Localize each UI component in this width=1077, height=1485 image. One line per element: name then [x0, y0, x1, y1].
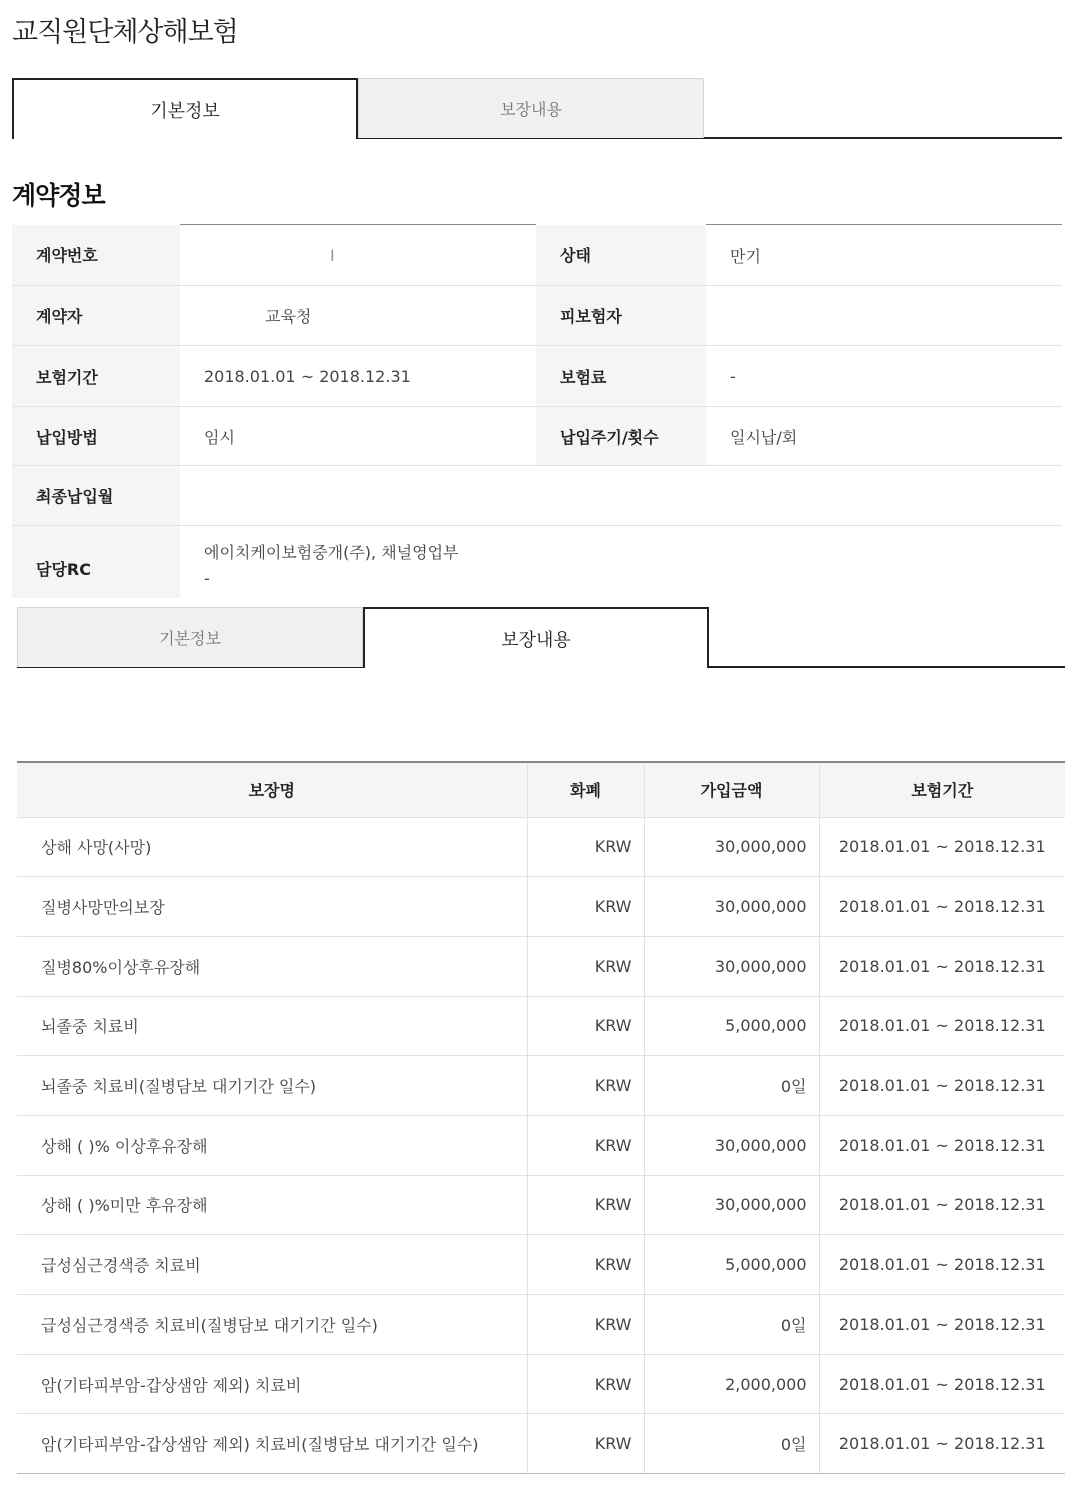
tab-bar-bottom [17, 607, 1065, 668]
value-contract-number: I [180, 225, 536, 286]
coverage-period: 2018.01.01 ~ 2018.12.31 [819, 996, 1065, 1056]
coverage-period: 2018.01.01 ~ 2018.12.31 [819, 1235, 1065, 1295]
coverage-amount: 0일 [644, 1414, 819, 1474]
coverage-row [17, 1056, 1065, 1116]
coverage-currency: KRW [527, 1354, 644, 1414]
coverage-name: 급성심근경색증 치료비 [17, 1235, 527, 1295]
contract-row [12, 526, 1062, 598]
coverage-row [17, 936, 1065, 996]
coverage-table [17, 761, 1065, 1474]
coverage-row [17, 1354, 1065, 1414]
value-final-payment-month [180, 466, 1062, 526]
coverage-amount: 30,000,000 [644, 1175, 819, 1235]
tab-basic-info[interactable]: 기본정보 [12, 78, 358, 139]
coverage-row [17, 1414, 1065, 1474]
label-insurance-period: 보험기간 [12, 346, 180, 407]
label-final-payment-month: 최종납입월 [12, 466, 180, 526]
coverage-name: 질병사망만의보장 [17, 877, 527, 937]
rc-extra: - [204, 569, 210, 588]
label-rc: 담당RC [12, 526, 180, 598]
value-insured [706, 286, 1062, 346]
coverage-name: 상해 ( )% 이상후유장해 [17, 1115, 527, 1175]
contract-row [12, 407, 1062, 466]
label-premium: 보험료 [536, 346, 706, 407]
coverage-name: 뇌졸중 치료비 [17, 996, 527, 1056]
coverage-row [17, 1235, 1065, 1295]
coverage-row [17, 877, 1065, 937]
coverage-row [17, 1115, 1065, 1175]
coverage-period: 2018.01.01 ~ 2018.12.31 [819, 1354, 1065, 1414]
coverage-row [17, 1175, 1065, 1235]
contract-row [12, 225, 1062, 286]
col-header-period: 보험기간 [819, 762, 1065, 817]
coverage-amount: 30,000,000 [644, 877, 819, 937]
coverage-currency: KRW [527, 817, 644, 877]
label-status: 상태 [536, 225, 706, 286]
coverage-period: 2018.01.01 ~ 2018.12.31 [819, 1115, 1065, 1175]
contract-row [12, 466, 1062, 526]
coverage-name: 상해 ( )%미만 후유장해 [17, 1175, 527, 1235]
contract-row [12, 346, 1062, 407]
coverage-currency: KRW [527, 877, 644, 937]
label-payment-cycle: 납입주기/횟수 [536, 407, 706, 466]
coverage-currency: KRW [527, 1056, 644, 1116]
coverage-currency: KRW [527, 996, 644, 1056]
value-insurance-period: 2018.01.01 ~ 2018.12.31 [180, 346, 536, 407]
coverage-currency: KRW [527, 1414, 644, 1474]
coverage-currency: KRW [527, 1115, 644, 1175]
contract-info-table [12, 224, 1062, 598]
label-insured: 피보험자 [536, 286, 706, 346]
value-payment-method: 임시 [180, 407, 536, 466]
coverage-name: 뇌졸중 치료비(질병담보 대기기간 일수) [17, 1056, 527, 1116]
value-status: 만기 [706, 225, 1062, 286]
coverage-currency: KRW [527, 936, 644, 996]
coverage-currency: KRW [527, 1175, 644, 1235]
label-payment-method: 납입방법 [12, 407, 180, 466]
coverage-amount: 30,000,000 [644, 817, 819, 877]
rc-name: 에이치케이보험중개(주), 채널영업부 [204, 543, 459, 562]
col-header-name: 보장명 [17, 762, 527, 817]
contract-row [12, 286, 1062, 346]
page-title: 교직원단체상해보험 [12, 17, 238, 48]
coverage-name: 상해 사망(사망) [17, 817, 527, 877]
tab-basic-info[interactable]: 기본정보 [17, 607, 363, 667]
coverage-amount: 0일 [644, 1056, 819, 1116]
coverage-row [17, 1295, 1065, 1355]
coverage-period: 2018.01.01 ~ 2018.12.31 [819, 1414, 1065, 1474]
label-policyholder: 계약자 [12, 286, 180, 346]
coverage-amount: 5,000,000 [644, 1235, 819, 1295]
value-policyholder: 교육청 [180, 286, 536, 346]
col-header-amount: 가입금액 [644, 762, 819, 817]
coverage-period: 2018.01.01 ~ 2018.12.31 [819, 936, 1065, 996]
value-premium: - [706, 346, 1062, 407]
col-header-currency: 화폐 [527, 762, 644, 817]
coverage-period: 2018.01.01 ~ 2018.12.31 [819, 817, 1065, 877]
coverage-name: 암(기타피부암-갑상샘암 제외) 치료비(질병담보 대기기간 일수) [17, 1414, 527, 1474]
coverage-header-row [17, 762, 1065, 817]
value-payment-cycle: 일시납/회 [706, 407, 1062, 466]
tab-coverage[interactable]: 보장내용 [363, 607, 709, 668]
coverage-row [17, 996, 1065, 1056]
coverage-period: 2018.01.01 ~ 2018.12.31 [819, 1175, 1065, 1235]
coverage-currency: KRW [527, 1295, 644, 1355]
tab-bar-top [12, 78, 1062, 139]
coverage-row [17, 817, 1065, 877]
coverage-period: 2018.01.01 ~ 2018.12.31 [819, 1295, 1065, 1355]
coverage-name: 암(기타피부암-갑상샘암 제외) 치료비 [17, 1354, 527, 1414]
coverage-amount: 30,000,000 [644, 936, 819, 996]
coverage-amount: 5,000,000 [644, 996, 819, 1056]
tab-coverage[interactable]: 보장내용 [358, 78, 704, 138]
coverage-amount: 2,000,000 [644, 1354, 819, 1414]
coverage-name: 질병80%이상후유장해 [17, 936, 527, 996]
coverage-period: 2018.01.01 ~ 2018.12.31 [819, 877, 1065, 937]
value-rc [180, 526, 1062, 598]
coverage-amount: 30,000,000 [644, 1115, 819, 1175]
label-contract-number: 계약번호 [12, 225, 180, 286]
coverage-currency: KRW [527, 1235, 644, 1295]
coverage-amount: 0일 [644, 1295, 819, 1355]
coverage-period: 2018.01.01 ~ 2018.12.31 [819, 1056, 1065, 1116]
section-title-contract: 계약정보 [12, 181, 105, 210]
coverage-name: 급성심근경색증 치료비(질병담보 대기기간 일수) [17, 1295, 527, 1355]
